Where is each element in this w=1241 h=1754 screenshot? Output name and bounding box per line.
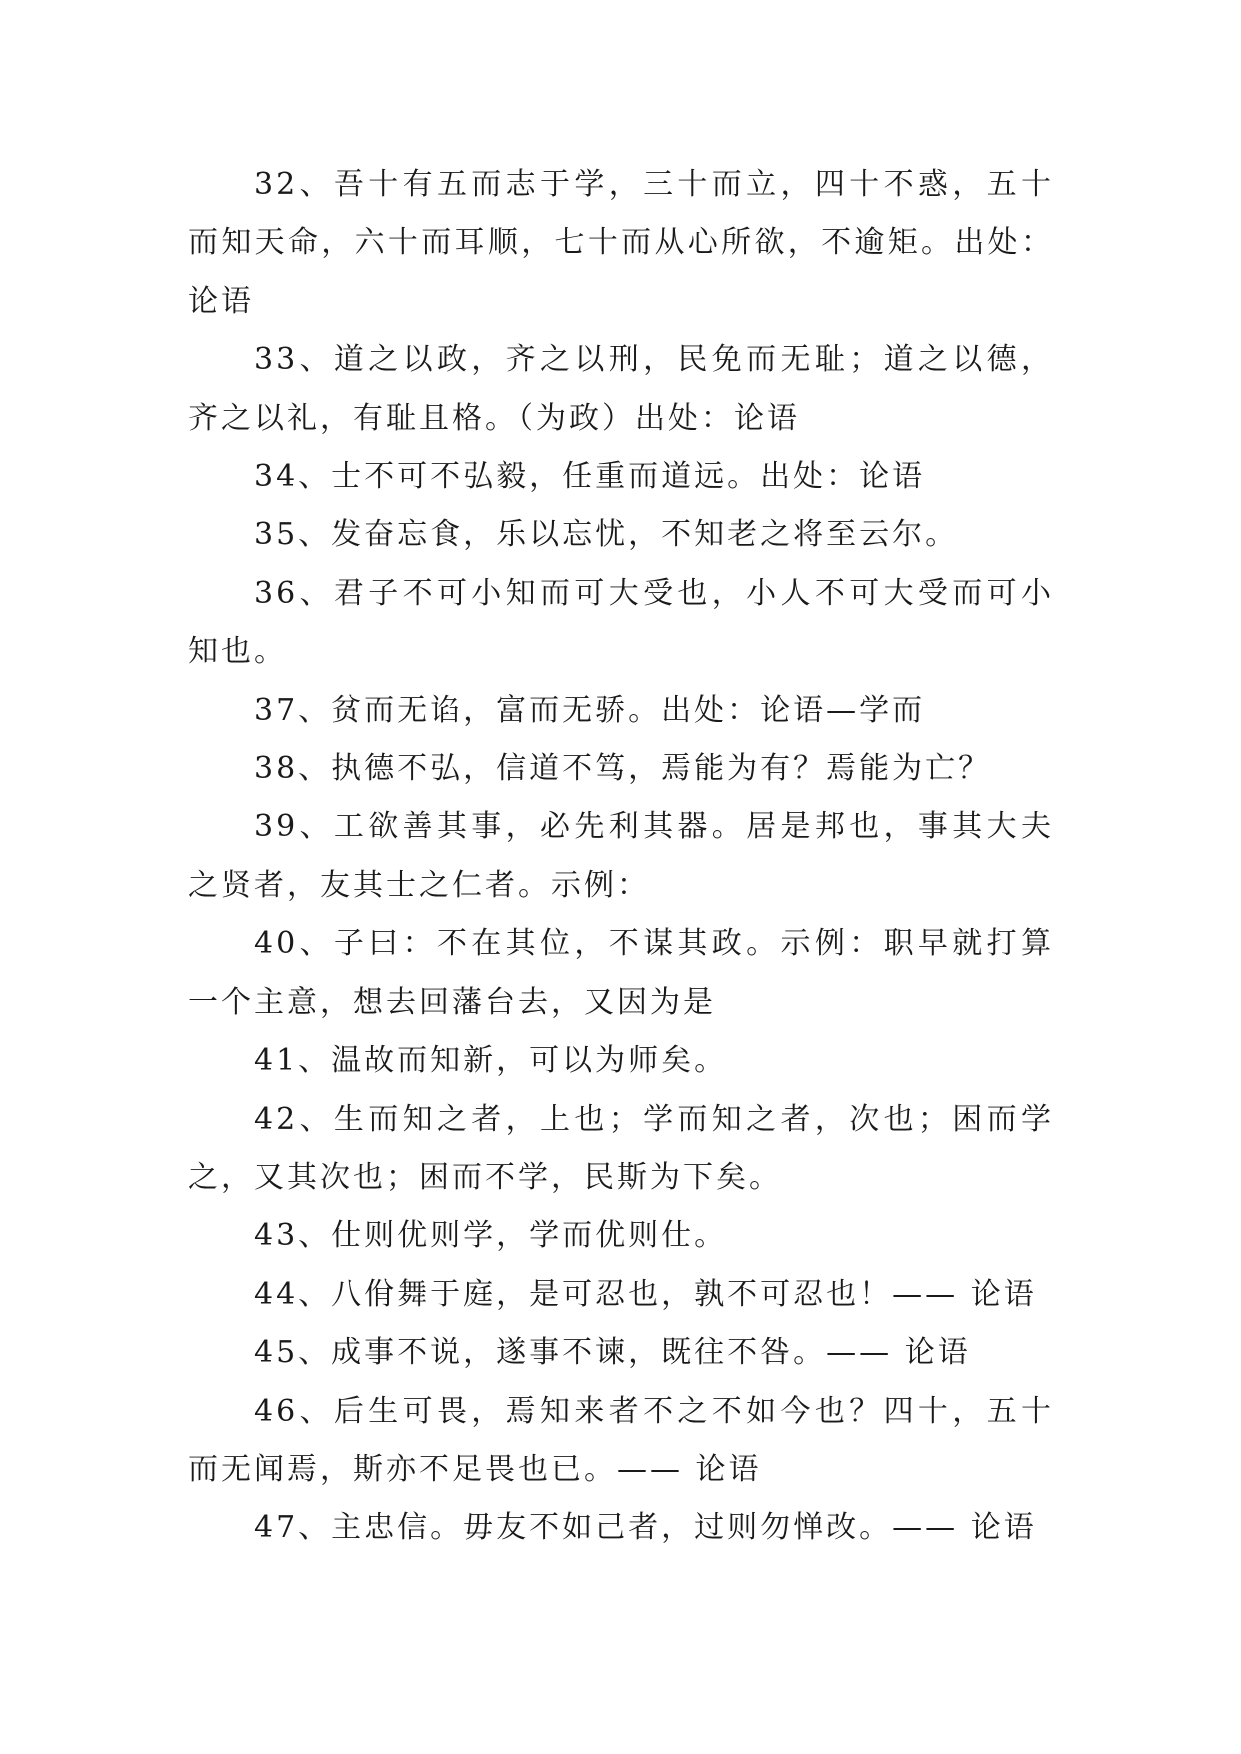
quote-paragraph-45: 45、成事不说，遂事不谏，既往不咎。—— 论语 — [254, 1335, 971, 1371]
quote-paragraph-34: 34、士不可不弘毅，任重而道远。出处：论语 — [254, 459, 926, 495]
quote-paragraph-37: 37、贫而无谄，富而无骄。出处：论语—学而 — [254, 692, 926, 728]
quote-paragraph-47: 47、主忠信。毋友不如己者，过则勿惮改。—— 论语 — [254, 1510, 1037, 1546]
quote-paragraph-40: 40、子曰：不在其位，不谋其政。示例：职早就打算一个主意，想去回藩台去，又因为是 — [188, 926, 1054, 1020]
quote-paragraph-32: 32、吾十有五而志于学，三十而立，四十不惑，五十而知天命，六十而耳顺，七十而从心所欲，不逾矩。出处：论语 — [188, 167, 1054, 319]
quote-paragraph-33: 33、道之以政，齐之以刑，民免而无耻；道之以德，齐之以礼，有耻且格。（为政）出处：论语 — [188, 342, 1054, 436]
quote-paragraph-39: 39、工欲善其事，必先利其器。居是邦也，事其大夫之贤者，友其士之仁者。示例： — [188, 809, 1054, 903]
document-body — [188, 156, 1054, 1558]
quote-paragraph-35: 35、发奋忘食，乐以忘忧，不知老之将至云尔。 — [254, 517, 959, 553]
quote-paragraph-41: 41、温故而知新，可以为师矣。 — [254, 1043, 728, 1079]
quote-paragraph-38: 38、执德不弘，信道不笃，焉能为有？焉能为亡？ — [254, 751, 992, 787]
quote-paragraph-36: 36、君子不可小知而可大受也，小人不可大受而可小知也。 — [188, 575, 1054, 670]
quote-paragraph-44: 44、八佾舞于庭，是可忍也，孰不可忍也！—— 论语 — [254, 1276, 1037, 1312]
quote-paragraph-42: 42、生而知之者，上也；学而知之者，次也；困而学之，又其次也；困而不学，民斯为下矣。 — [188, 1101, 1054, 1195]
quote-paragraph-43: 43、仕则优则学，学而优则仕。 — [254, 1218, 728, 1254]
quote-paragraph-46: 46、后生可畏，焉知来者不之不如今也？四十，五十而无闻焉，斯亦不足畏也已。—— 论语 — [188, 1393, 1054, 1487]
